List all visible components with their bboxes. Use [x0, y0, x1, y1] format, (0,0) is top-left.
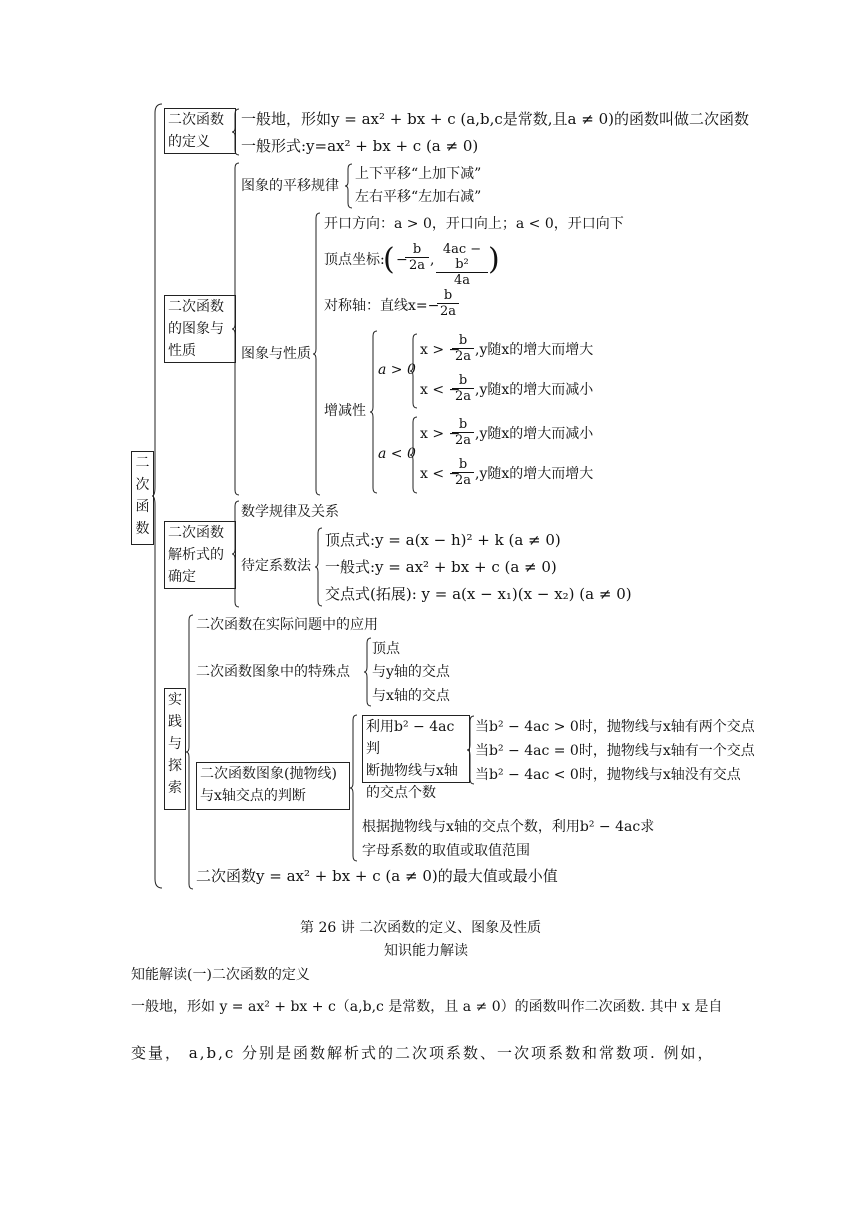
definition-box: [164, 108, 236, 154]
formula-box-line: 解析式的: [168, 547, 224, 563]
formula-box: [164, 521, 236, 589]
special-point: 顶点: [372, 641, 400, 657]
range-text: 根据抛物线与x轴的交点个数，利用b² − 4ac求: [362, 819, 655, 835]
definition-box-line: 二次函数: [168, 112, 224, 128]
fraction-numerator: 4ac − b²: [436, 242, 488, 273]
formula-law: 数学规律及关系: [241, 504, 339, 520]
case-lhs: x > −: [420, 426, 461, 442]
case-rhs: ,y随x的增大而减小: [475, 426, 594, 442]
case-fraction: [452, 417, 474, 448]
method-brace: [315, 527, 323, 607]
vertex-minus: −: [396, 252, 408, 268]
axis-fraction: [437, 288, 459, 319]
discriminant-case: 当b² − 4ac = 0时，抛物线与x轴有一个交点: [475, 743, 755, 759]
root-box: [131, 451, 154, 545]
case-lhs: x < −: [420, 382, 461, 398]
discriminant-case: 当b² − 4ac < 0时，抛物线与x轴没有交点: [475, 767, 741, 783]
vertex-paren-left: (: [383, 242, 395, 277]
vertex-paren-right: ): [488, 242, 500, 277]
case-rhs: ,y随x的增大而增大: [475, 466, 594, 482]
paragraph-line: 一般地，形如 y = ax² + bx + c（a,b,c 是常数，且 a ≠ 0）的函数叫作二次函数. 其中 x 是自: [131, 999, 723, 1015]
fraction-numerator: b: [452, 457, 474, 473]
vertex-label: 顶点坐标:: [324, 252, 385, 268]
special-points-brace: [364, 637, 372, 707]
definition-brace: [232, 108, 240, 156]
formula-box-line: 确定: [168, 569, 196, 585]
case-rhs: ,y随x的增大而减小: [475, 382, 594, 398]
lecture-title: 第 26 讲 二次函数的定义、图象及性质: [300, 920, 542, 936]
shift-item: 上下平移“上加下减”: [355, 166, 482, 182]
formula-brace: [232, 500, 240, 608]
formula-method: 待定系数法: [241, 558, 311, 574]
monotonicity-brace: [370, 330, 378, 494]
a-negative-brace: [410, 416, 418, 494]
vertex-fraction-x: [405, 242, 429, 273]
discriminant-brace: [467, 715, 475, 785]
case-fraction: [452, 333, 474, 364]
case-lhs: x < −: [420, 466, 461, 482]
special-point: 与y轴的交点: [372, 664, 450, 680]
fraction-denominator: 4a: [453, 273, 471, 288]
fraction-numerator: b: [405, 242, 429, 258]
case-fraction: [452, 373, 474, 404]
definition-line-2: 一般形式:y=ax² + bx + c (a ≠ 0): [241, 137, 479, 155]
case-fraction: [452, 457, 474, 488]
fraction-numerator: b: [452, 417, 474, 433]
root-char: 数: [135, 521, 150, 537]
shift-label: 图象的平移规律: [241, 178, 339, 194]
practice-brace: [186, 614, 194, 890]
definition-box-line: 的定义: [168, 134, 210, 150]
opening-text: 开口方向：a > 0，开口向上；a < 0，开口向下: [324, 216, 624, 232]
vertex-comma: ,: [430, 252, 435, 268]
practice-box-char: 索: [168, 780, 182, 796]
practice-box: [164, 688, 186, 810]
root-char: 二: [135, 455, 150, 471]
vertex-fraction-y: [436, 242, 488, 288]
extreme-value-text: 二次函数y = ax² + bx + c (a ≠ 0)的最大值或最小值: [196, 867, 558, 885]
graph-box: [164, 295, 236, 363]
practice-application: 二次函数在实际问题中的应用: [196, 617, 378, 633]
graph-brace: [232, 162, 240, 496]
judge-box-line: 与x轴交点的判断: [200, 788, 306, 804]
graph-box-line: 性质: [168, 343, 196, 359]
fraction-denominator: 2a: [454, 473, 472, 488]
disc-box-line: 断抛物线与x轴: [366, 763, 458, 779]
section-heading: 知能解读(一)二次函数的定义: [131, 967, 310, 983]
a-positive-brace: [410, 333, 418, 409]
case-lhs: x > −: [420, 342, 461, 358]
fraction-denominator: 2a: [454, 349, 472, 364]
special-point: 与x轴的交点: [372, 688, 450, 704]
a-positive: a > 0: [378, 362, 416, 378]
formula-item: 一般式:y = ax² + bx + c (a ≠ 0): [325, 558, 557, 576]
formula-box-line: 二次函数: [168, 525, 224, 541]
intersection-judge-box: [196, 762, 350, 810]
practice-box-char: 践: [168, 714, 182, 730]
discriminant-case: 当b² − 4ac > 0时，抛物线与x轴有两个交点: [475, 719, 755, 735]
formula-item: 交点式(拓展): y = a(x − x₁)(x − x₂) (a ≠ 0): [325, 585, 632, 603]
disc-box-line: 的交点个数: [366, 785, 436, 801]
definition-line-1: 一般地，形如y = ax² + bx + c (a,b,c是常数,且a ≠ 0)的函数叫做二次函数: [241, 110, 749, 128]
lecture-subtitle: 知识能力解读: [384, 943, 468, 959]
case-rhs: ,y随x的增大而增大: [475, 342, 594, 358]
graph-box-line: 二次函数: [168, 299, 224, 315]
root-char: 函: [135, 499, 150, 515]
fraction-numerator: b: [452, 333, 474, 349]
graph-box-line: 的图象与: [168, 321, 224, 337]
fraction-numerator: b: [437, 288, 459, 304]
fraction-denominator: 2a: [408, 258, 426, 273]
props-label: 图象与性质: [241, 346, 311, 362]
judge-box-line: 二次函数图象(抛物线): [200, 766, 337, 782]
practice-box-char: 与: [168, 736, 182, 752]
fraction-numerator: b: [452, 373, 474, 389]
monotonicity-label: 增减性: [324, 403, 366, 419]
root-char: 次: [135, 477, 150, 493]
props-brace: [313, 212, 321, 496]
disc-box-line: 利用b² − 4ac判: [366, 719, 455, 757]
special-points-label: 二次函数图象中的特殊点: [196, 664, 350, 680]
practice-box-char: 实: [168, 692, 182, 708]
shift-brace: [345, 163, 353, 209]
discriminant-box: [362, 715, 470, 801]
shift-item: 左右平移“左加右减”: [355, 189, 482, 205]
paragraph-line: 变量， a,b,c 分别是函数解析式的二次项系数、一次项系数和常数项. 例如，: [131, 1044, 715, 1062]
range-text: 字母系数的取值或取值范围: [362, 843, 530, 859]
fraction-denominator: 2a: [454, 433, 472, 448]
judge-brace: [350, 714, 358, 862]
formula-item: 顶点式:y = a(x − h)² + k (a ≠ 0): [325, 531, 561, 549]
a-negative: a < 0: [378, 446, 416, 462]
fraction-denominator: 2a: [454, 389, 472, 404]
root-brace: [152, 103, 164, 889]
practice-box-char: 探: [168, 758, 182, 774]
fraction-denominator: 2a: [439, 304, 457, 319]
axis-label: 对称轴：直线x=−: [324, 298, 440, 314]
